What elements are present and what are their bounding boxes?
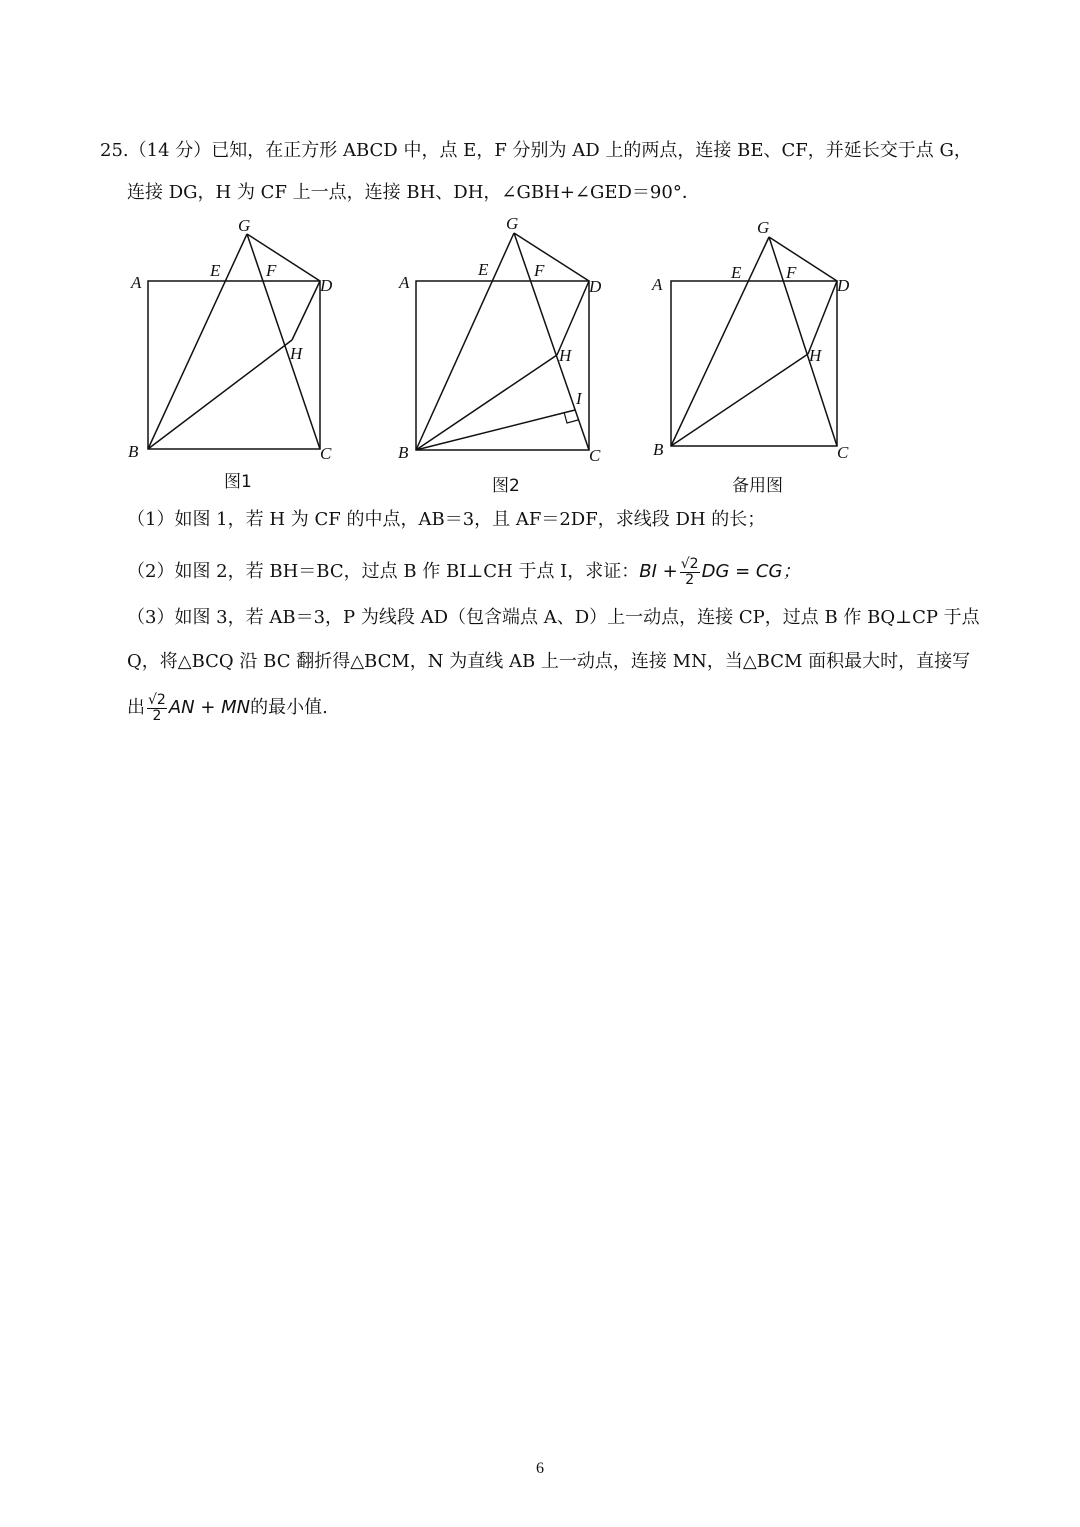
fig3-line-BG (671, 237, 769, 446)
fig1-label-D: D (320, 276, 333, 295)
fig2-square (416, 281, 589, 450)
question-2 (127, 556, 800, 588)
fig1-label-G: G (238, 216, 251, 235)
fig3-label-A: A (652, 275, 663, 294)
fig2-line-DG (514, 233, 589, 281)
question-2-formula-left: BI + (639, 561, 678, 582)
question-3-suffix: 的最小值. (250, 697, 328, 718)
question-2-fraction-denominator: 2 (685, 571, 695, 588)
fig3-caption: 备用图 (732, 476, 783, 496)
question-3-line-1: （3）如图 3，若 AB＝3，P 为线段 AD（包含端点 A、D）上一动点，连接 CP，过点 B 作 BQ⊥CP 于点 (127, 607, 980, 628)
fig2-label-E: E (478, 260, 489, 279)
fig3-label-G: G (757, 218, 770, 237)
fig1-line-CG (247, 234, 320, 449)
question-2-fraction-numerator: √2 (680, 555, 699, 572)
fig3-label-D: D (837, 276, 850, 295)
fig3-line-BH (671, 354, 808, 446)
figure-2 (416, 233, 589, 450)
question-3-formula: AN + MN (168, 697, 251, 718)
fig1-label-H: H (290, 344, 303, 363)
question-2-fraction (680, 557, 700, 588)
question-3-fraction-numerator: √2 (148, 691, 166, 708)
fig1-line-DG (247, 234, 320, 281)
fig1-caption: 图1 (224, 472, 252, 492)
fig2-label-A: A (399, 273, 410, 292)
fig2-line-DH (557, 281, 589, 355)
problem-line-2: 连接 DG，H 为 CF 上一点，连接 BH、DH，∠GBH+∠GED＝90°． (127, 182, 700, 203)
fig3-line-DG (769, 237, 837, 281)
fig1-square (148, 281, 320, 449)
question-2-text: （2）如图 2，若 BH＝BC，过点 B 作 BI⊥CH 于点 I，求证： (127, 561, 640, 582)
fig2-line-BI (416, 410, 575, 450)
fig1-line-BH (148, 340, 292, 449)
fig2-label-B: B (398, 443, 409, 462)
fig1-line-DH (292, 281, 320, 340)
question-1: （1）如图 1，若 H 为 CF 的中点，AB＝3，且 AF＝2DF，求线段 DH 的长； (127, 509, 766, 530)
fig1-label-B: B (128, 442, 139, 461)
fig1-label-C: C (320, 444, 332, 463)
fig3-label-H: H (809, 346, 822, 365)
figure-3-labels (651, 218, 850, 496)
fig1-line-BG (148, 234, 247, 449)
figure-2-labels (398, 214, 602, 496)
fig2-label-F: F (534, 261, 545, 280)
fig2-label-H: H (559, 346, 572, 365)
geometry-figures (0, 0, 1080, 520)
page-number: 6 (536, 1460, 544, 1477)
question-2-formula-right: DG = CG； (701, 561, 801, 582)
fig2-label-D: D (589, 277, 602, 296)
fig3-label-F: F (786, 263, 797, 282)
fig2-label-C: C (589, 446, 601, 465)
fig3-label-E: E (731, 263, 742, 282)
fig3-label-C: C (837, 443, 849, 462)
question-3-line-3 (127, 690, 328, 726)
figure-3 (671, 237, 837, 446)
figure-1-labels (128, 216, 333, 492)
fig2-line-CG (514, 233, 589, 450)
question-3-line-2: Q，将△BCQ 沿 BC 翻折得△BCM，N 为直线 AB 上一动点，连接 MN，当△BCM 面积最大时，直接写 (127, 651, 971, 672)
fig1-label-A: A (131, 273, 142, 292)
problem-line-1: 25.（14 分）已知，在正方形 ABCD 中，点 E，F 分别为 AD 上的两点，连接 BE、CF，并延长交于点 G， (100, 140, 972, 161)
fig2-label-G: G (506, 214, 519, 233)
fig3-label-B: B (653, 440, 664, 459)
fig3-line-CG (769, 237, 837, 446)
fig3-line-DH (808, 281, 837, 354)
fig1-label-F: F (266, 261, 277, 280)
question-3-fraction (147, 693, 167, 724)
fig2-caption: 图2 (492, 476, 520, 496)
fig1-label-E: E (210, 261, 221, 280)
fig2-label-I: I (576, 389, 582, 408)
question-3-fraction-denominator: 2 (152, 707, 162, 724)
question-3-prefix: 出 (127, 697, 145, 718)
figure-1 (148, 234, 320, 449)
